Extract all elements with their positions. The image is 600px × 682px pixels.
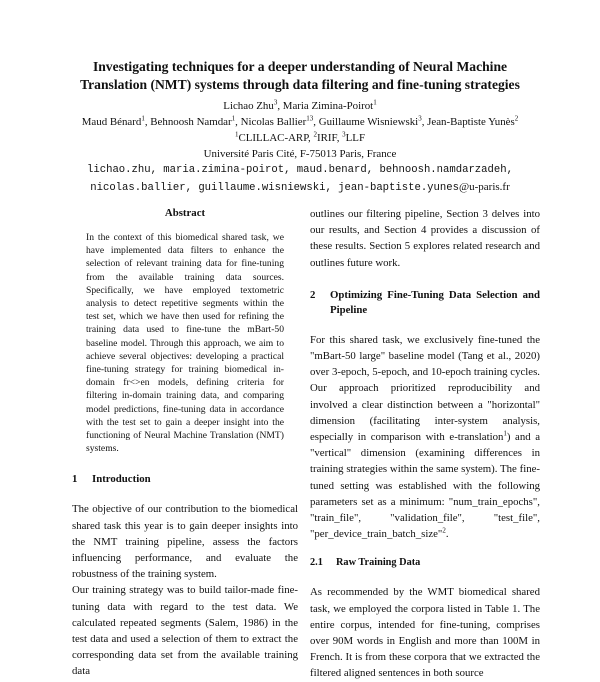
section-2-heading xyxy=(310,288,540,318)
intro-continued-paragraph: outlines our filtering pipeline, Section 3 delves into our results, and Section 4 provides a discussion of these results. Section 5 explores related research and outlines future work. xyxy=(310,208,540,269)
affiliation-mark: 2 xyxy=(313,130,317,139)
author-name: Jean-Baptiste Yunès xyxy=(427,116,515,128)
email-usernames: nicolas.ballier, guillaume.wisniewski, jean-baptiste.yunes xyxy=(90,182,459,194)
subsection-2-1-paragraph: As recommended by the WMT biomedical shared task, we employed the corpora listed in Table 1. The entire corpus, intended for fine-tuning, comprises over 90M words in English and more than 100M in French. It is from these corpora that we extracted the filtered aligned sentences in both source xyxy=(310,586,540,680)
affiliation-name: LLF xyxy=(345,132,366,144)
intro-paragraph-1: The objective of our contribution to the biomedical shared task this year is to gain deeper insights into the NMT training pipeline, assess the factors influencing performance, and evaluate the robustness of the training system. xyxy=(72,503,298,581)
authors-line-2 xyxy=(40,114,560,130)
title-line-2: Translation (NMT) systems through data filtering and fine-tuning strategies xyxy=(80,77,520,92)
author-affiliation-mark: 3 xyxy=(273,98,278,107)
author-affiliation-mark: 1 xyxy=(231,114,236,123)
section-1-heading xyxy=(72,472,298,487)
section-2-paragraph xyxy=(310,332,540,543)
title-line-1: Investigating techniques for a deeper understanding of Neural Machine xyxy=(92,59,508,74)
affiliation-name: CLILLAC-ARP, xyxy=(238,132,314,144)
affiliations-line xyxy=(40,130,560,146)
author-separator: , xyxy=(235,116,241,128)
author-separator: , xyxy=(277,100,283,112)
author-name: Guillaume Wisniewski xyxy=(318,116,419,128)
email-domain: @u-paris.fr xyxy=(458,181,510,193)
author-name: Nicolas Ballier xyxy=(240,116,307,128)
paragraph-part: For this shared task, we exclusively fine-tuned the "mBart-50 large" baseline model (Tang et al., 2020) over 3-epoch, 5-epoch, and 10-epoch training cycles. Our approach prioritized reproducibility and involved a clear distinction between a "horizontal" dimension (facilitating inter-system analysis, especially in comparison with e-translation xyxy=(310,333,540,444)
author-affiliation-mark: 1 xyxy=(373,98,377,107)
author-name: Lichao Zhu xyxy=(223,100,274,112)
affiliation-mark: 3 xyxy=(342,130,346,139)
author-name: Behnoosh Namdar xyxy=(150,116,232,128)
footnote-mark[interactable]: 2 xyxy=(442,526,446,535)
author-separator: , xyxy=(144,116,151,128)
section-number: 2 xyxy=(310,288,316,301)
author-affiliation-mark: 13 xyxy=(306,114,314,123)
paper-title xyxy=(40,58,560,94)
email-line-1: lichao.zhu, maria.zimina-poirot, maud.benard, behnoosh.namdarzadeh, xyxy=(87,164,513,176)
author-affiliation-mark: 1 xyxy=(141,114,145,123)
university-line: Université Paris Cité, F-75013 Paris, France xyxy=(203,148,397,160)
email-line-2 xyxy=(40,179,560,197)
author-name: Maud Bénard xyxy=(81,116,142,128)
left-column xyxy=(72,206,298,680)
paper-header xyxy=(40,58,560,197)
subsection-number: 2.1 xyxy=(310,557,323,569)
author-affiliation-mark: 2 xyxy=(514,114,519,123)
affiliation-name: IRIF, xyxy=(317,132,343,144)
abstract-text: In the context of this biomedical shared task, we have implemented data filters to enhance the selection of relevant training data for fine-tuning from the available training data sources. Specifically, we have employed textometric analysis to detect repetitive segments within the test set, which we have then used for refining the training data used to fine-tune the mBart-50 baseline model. Through this approach, we aim to achieve several objectives: developing a practical fine-tuning strategy for training biomedical in-domain fr<>en models, defining criteria for filtering in-domain training data, and comparing model predictions, fine-tuning data in accordance with the test set to gain a deeper insight into the functioning of Neural Machine Translation (NMT) systems. xyxy=(86,232,284,455)
author-separator: , xyxy=(313,116,319,128)
footnote-mark[interactable]: 1 xyxy=(503,429,507,438)
author-name: Maria Zimina-Poirot xyxy=(282,100,374,112)
abstract-heading: Abstract xyxy=(164,207,206,219)
right-column xyxy=(310,206,540,682)
intro-paragraph-2: Our training strategy was to build tailor-made fine-tuning data with regard to the test data. We calculated repeated segments (Salem, 1986) in the test data and used a selection of them to extract the corresponding data set from the available training data xyxy=(72,584,298,678)
author-separator: , xyxy=(421,116,428,128)
section-number: 1 xyxy=(72,473,78,486)
paragraph-part: . xyxy=(445,528,449,541)
section-title: Optimizing Fine-Tuning Data Selection and Pipeline xyxy=(330,288,540,316)
author-affiliation-mark: 3 xyxy=(418,114,422,123)
section-title: Introduction xyxy=(92,473,151,486)
subsection-2-1-heading xyxy=(310,556,540,570)
authors-line-1 xyxy=(40,98,560,114)
affiliation-mark: 1 xyxy=(234,130,239,139)
paragraph-part: ) and a "vertical" dimension (examining differences in training strategies within the same system). The fine-tuned setting was established with the following parameters set as a minimum: "num_train_epochs", "train_file", "validation_file", "test_file", "per_device_train_batch_size" xyxy=(310,431,540,541)
subsection-title: Raw Training Data xyxy=(336,557,421,569)
